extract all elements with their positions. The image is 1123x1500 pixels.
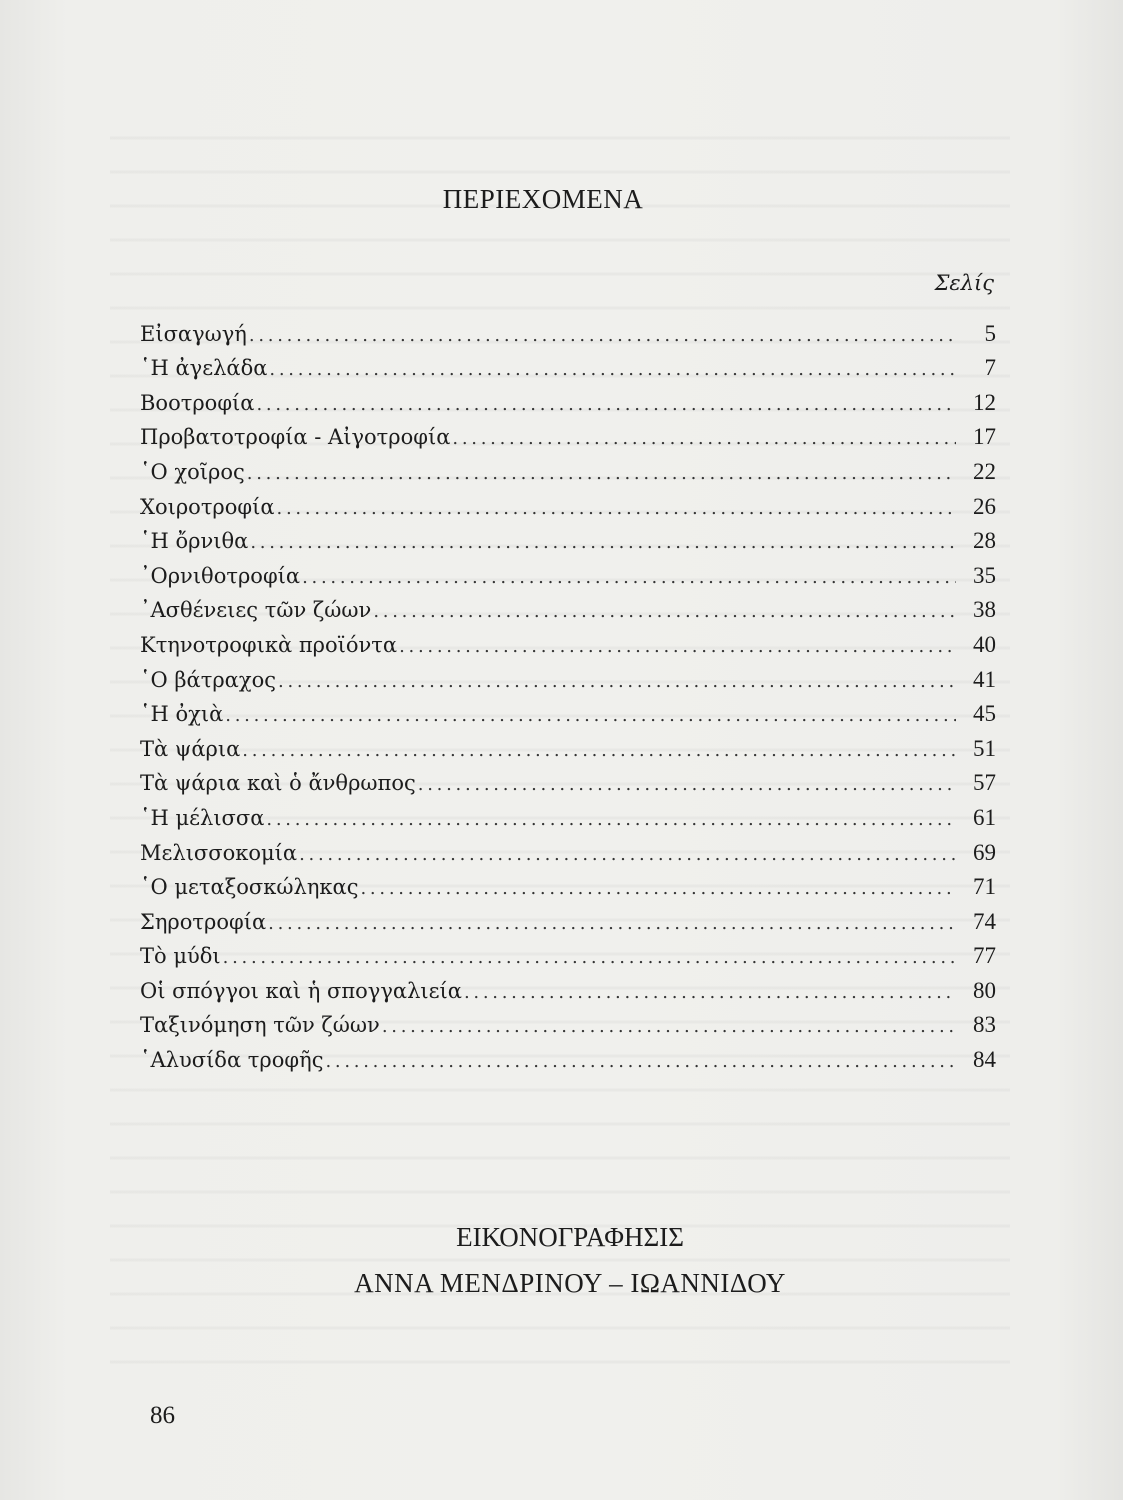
toc-entry-label: ῾Αλυσίδα τροφῆς [140,1048,324,1073]
toc-entry [140,621,996,656]
toc-entry [140,794,996,829]
toc-entry-page: 12 [973,389,996,415]
toc-entry [140,483,996,518]
page-number: 86 [150,1402,175,1429]
toc-entry-page: 77 [973,943,996,969]
toc-entry-page: 83 [973,1012,996,1038]
toc-entry [140,448,996,483]
toc-entry [140,379,996,414]
toc-entry-label: Τὰ ψάρια καὶ ὁ ἄνθρωπος [140,771,416,796]
leader-dots [399,638,956,656]
table-of-contents [140,310,996,1071]
toc-entry-label: ῾Η ὄρνιθα [140,529,249,554]
toc-entry-label: Εἰσαγωγή [140,321,247,346]
toc-entry [140,587,996,622]
toc-entry [140,656,996,691]
toc-entry-label: Οἱ σπόγγοι καὶ ἡ σπογγαλιεία [140,978,462,1003]
toc-entry-page: 22 [973,458,996,484]
toc-entry-label: ῾Ο χοῖρος [140,459,245,484]
leader-dots [250,534,956,552]
illustrator-name: ΑΝΝΑ ΜΕΝΔΡΙΝΟΥ – ΙΩΑΝΝΙΔΟΥ [354,1268,786,1298]
toc-entry [140,967,996,1002]
toc-entry [140,691,996,726]
leader-dots [223,949,956,967]
leader-dots [268,915,956,933]
toc-entry [140,310,996,345]
toc-entry [140,1036,996,1071]
page-column-header: Σελίς [934,271,994,295]
toc-entry-label: Τὰ ψάρια [140,736,241,761]
leader-dots [452,430,956,448]
leader-dots [360,880,956,898]
toc-entry-label: ᾿Ορνιθοτροφία [140,563,301,588]
toc-entry-page: 28 [973,528,996,554]
toc-entry [140,1002,996,1037]
toc-entry [140,552,996,587]
leader-dots [464,984,956,1002]
toc-entry-label: Ταξινόμηση τῶν ζώων [140,1013,380,1038]
toc-entry [140,518,996,553]
toc-entry [140,760,996,795]
leader-dots [249,327,956,345]
toc-entry-label: ῾Ο βάτραχος [140,667,276,692]
toc-entry-page: 80 [973,977,996,1003]
leader-dots [225,707,956,725]
toc-entry-page: 40 [973,631,996,657]
toc-entry-label: Κτηνοτροφικὰ προϊόντα [140,632,398,657]
leader-dots [302,569,956,587]
leader-dots [247,465,956,483]
leader-dots [373,603,956,621]
toc-entry-page: 38 [973,597,996,623]
toc-entry [140,933,996,968]
toc-entry-page: 5 [984,320,996,346]
leader-dots [382,1018,956,1036]
leader-dots [242,742,956,760]
toc-entry-page: 57 [973,770,996,796]
toc-entry [140,345,996,380]
leader-dots [325,1053,956,1071]
toc-entry-label: ᾿Ασθένειες τῶν ζώων [140,598,372,623]
leader-dots [256,396,956,414]
toc-entry-page: 84 [973,1047,996,1073]
toc-entry [140,725,996,760]
toc-entry-label: Μελισσοκομία [140,840,298,865]
page-title: ΠΕΡΙΕΧΟΜΕΝΑ [442,184,644,214]
toc-entry [140,829,996,864]
toc-entry-page: 51 [973,735,996,761]
toc-entry-label: ῾Η μέλισσα [140,805,265,830]
illustrations-heading: ΕΙΚΟΝΟΓΡΑΦΗΣΙΣ [456,1222,684,1252]
leader-dots [277,500,956,518]
leader-dots [299,846,956,864]
toc-entry-page: 69 [973,839,996,865]
toc-entry-page: 41 [973,666,996,692]
toc-entry [140,898,996,933]
toc-entry-label: Βοοτροφία [140,390,255,415]
toc-entry-label: Χοιροτροφία [140,494,275,519]
toc-entry-label: Σηροτροφία [140,909,267,934]
toc-entry-label: Προβατοτροφία - Αἰγοτροφία [140,425,451,450]
leader-dots [278,673,956,691]
toc-entry-page: 35 [973,562,996,588]
toc-entry-label: ῾Ο μεταξοσκώληκας [140,875,359,900]
toc-entry-label: ῾Η ἀγελάδα [140,356,268,381]
leader-dots [266,811,956,829]
toc-entry-page: 45 [973,701,996,727]
leader-dots [418,776,956,794]
toc-entry-label: ῾Η ὀχιὰ [140,702,224,727]
toc-entry [140,864,996,899]
toc-entry-page: 71 [973,874,996,900]
toc-entry [140,414,996,449]
toc-entry-page: 17 [973,424,996,450]
toc-entry-label: Τὸ μύδι [140,944,221,969]
toc-entry-page: 61 [973,804,996,830]
toc-entry-page: 7 [984,355,996,381]
leader-dots [269,361,956,379]
toc-entry-page: 26 [973,493,996,519]
toc-entry-page: 74 [973,908,996,934]
